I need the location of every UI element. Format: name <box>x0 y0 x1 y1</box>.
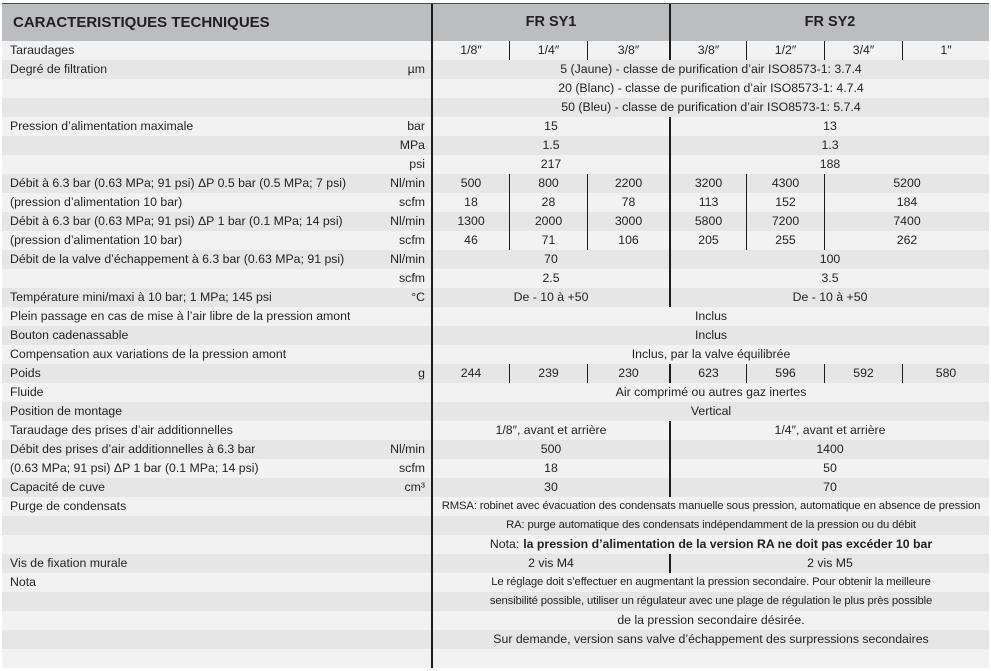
cell-value: 184 <box>824 193 989 212</box>
table-row <box>2 478 989 497</box>
cell-value: 7400 <box>824 212 989 231</box>
cell-value-sy1: 500 <box>540 442 562 457</box>
cell-value-sy1: 1/8″, avant et arrière <box>495 423 607 438</box>
row-unit: µm <box>407 62 425 77</box>
row-label-cell <box>2 592 433 611</box>
cell-value-sy1: 70 <box>544 252 558 267</box>
row-label-cell <box>2 497 433 516</box>
table-row <box>2 307 989 326</box>
table-row <box>2 440 989 459</box>
cell-value-sy2: De - 10 à +50 <box>669 288 989 307</box>
row-unit: Nl/min <box>390 176 425 191</box>
cell-value: RMSA: robinet avec évacuation des condensats manuelle sous pression, automatique en absence de pression <box>441 499 981 512</box>
row-label: Poids <box>10 367 41 380</box>
row-label-cell <box>2 611 433 630</box>
row-label: Débit à 6.3 bar (0.63 MPa; 91 psi) ΔP 0.5 bar (0.5 MPa; 7 psi) <box>10 177 347 190</box>
row-unit: scfm <box>399 233 425 248</box>
table-row <box>2 117 989 136</box>
row-label-cell <box>2 269 433 288</box>
table-row <box>2 60 989 79</box>
row-label: Température mini/maxi à 10 bar; 1 MPa; 145 psi <box>10 291 272 304</box>
row-unit: Nl/min <box>390 442 425 457</box>
row-label: Taraudage des prises d’air additionnelles <box>10 424 233 437</box>
row-unit: scfm <box>399 461 425 476</box>
row-label: Débit à 6.3 bar (0.63 MPa; 91 psi) ΔP 1 bar (0.1 MPa; 14 psi) <box>10 215 343 228</box>
row-label-cell <box>2 174 433 193</box>
cell-value: 623 <box>669 364 746 383</box>
row-label: Pression d’alimentation maximale <box>10 120 194 133</box>
cell-value: 5200 <box>824 174 989 193</box>
cell-value: 255 <box>746 231 824 250</box>
table-row <box>2 174 989 193</box>
row-label-cell <box>2 41 433 60</box>
row-label-cell <box>2 193 433 212</box>
table-row <box>2 459 989 478</box>
row-label-cell <box>2 250 433 269</box>
table-row <box>2 41 989 60</box>
table-row <box>2 516 989 535</box>
row-label: Débit des prises d’air additionnelles à 6.3 bar <box>10 443 256 456</box>
cell-value-sy2: 188 <box>669 155 989 174</box>
row-unit: cm³ <box>404 480 425 495</box>
cell-value: Inclus <box>694 328 728 343</box>
cell-value-sy2: 100 <box>669 250 989 269</box>
table-row <box>2 193 989 212</box>
row-unit: g <box>418 366 425 381</box>
cell-value: 20 (Blanc) - classe de purification d’air ISO8573-1: 4.7.4 <box>558 81 864 96</box>
row-unit: Nl/min <box>390 252 425 267</box>
cell-value: 230 <box>587 364 669 383</box>
cell-value-sy2: 3.5 <box>669 269 989 288</box>
cell-value: 800 <box>509 174 587 193</box>
table-row <box>2 611 989 630</box>
row-unit: scfm <box>399 195 425 210</box>
table-row <box>2 269 989 288</box>
table-row <box>2 535 989 554</box>
row-label-cell <box>2 212 433 231</box>
cell-value-sy1: 15 <box>544 119 558 134</box>
cell-value: 7200 <box>746 212 824 231</box>
row-label: Purge de condensats <box>10 500 127 513</box>
row-label-cell <box>2 307 433 326</box>
cell-value: 1300 <box>457 214 485 229</box>
table-row <box>2 231 989 250</box>
spec-table <box>2 3 989 668</box>
cell-value: 580 <box>902 364 989 383</box>
row-label-cell <box>2 79 433 98</box>
product-header-fr-sy1: FR SY1 <box>525 14 577 31</box>
row-label-cell <box>2 98 433 117</box>
cell-value: 3/8″ <box>587 41 669 60</box>
cell-value: 4300 <box>746 174 824 193</box>
row-label: Fluide <box>10 386 44 399</box>
row-unit: Nl/min <box>390 214 425 229</box>
row-label-cell <box>2 421 433 440</box>
cell-value: 1/8″ <box>460 43 482 58</box>
table-row <box>2 345 989 364</box>
row-label-cell <box>2 326 433 345</box>
row-label-cell <box>2 649 433 668</box>
cell-value: sensibilité possible, utiliser un régulateur avec une plage de régulation le plus près possible <box>489 594 933 607</box>
note-bold-text: la pression d’alimentation de la version RA ne doit pas excéder 10 bar <box>523 537 933 552</box>
note-prefix: Nota: <box>489 537 520 552</box>
cell-value: 3000 <box>587 212 669 231</box>
table-row <box>2 326 989 345</box>
cell-value: RA: purge automatique des condensats indépendamment de la pression ou du débit <box>506 518 916 531</box>
cell-value-sy1: 2 vis M4 <box>528 556 574 571</box>
table-row <box>2 136 989 155</box>
cell-value: 50 (Bleu) - classe de purification d’air ISO8573-1: 5.7.4 <box>561 100 861 115</box>
cell-value: 592 <box>824 364 902 383</box>
cell-value: 28 <box>509 193 587 212</box>
row-label-cell <box>2 402 433 421</box>
row-label-cell <box>2 535 433 554</box>
table-row <box>2 421 989 440</box>
table-row <box>2 573 989 592</box>
cell-value: 3200 <box>669 174 746 193</box>
row-label: Position de montage <box>10 405 123 418</box>
table-row <box>2 98 989 117</box>
cell-value: 2200 <box>587 174 669 193</box>
row-unit: °C <box>411 290 425 305</box>
cell-value <box>433 649 989 668</box>
cell-value: Vertical <box>690 404 732 419</box>
cell-value: 71 <box>509 231 587 250</box>
table-row <box>2 288 989 307</box>
cell-value-sy2: 2 vis M5 <box>669 554 989 573</box>
cell-value-sy2: 13 <box>669 117 989 136</box>
cell-value: 46 <box>464 233 478 248</box>
cell-value-sy1: 2.5 <box>542 271 560 286</box>
cell-value: 205 <box>669 231 746 250</box>
cell-value-sy1: De - 10 à +50 <box>513 290 589 305</box>
row-label: Taraudages <box>10 44 75 57</box>
row-label: Plein passage en cas de mise à l’air libre de la pression amont <box>10 310 351 323</box>
cell-value: 500 <box>460 176 482 191</box>
row-label: (pression d’alimentation 10 bar) <box>10 196 183 209</box>
table-row <box>2 497 989 516</box>
row-label: Degré de filtration <box>10 63 108 76</box>
cell-value: 3/4″ <box>824 41 902 60</box>
row-label-cell <box>2 630 433 649</box>
row-label-cell <box>2 440 433 459</box>
cell-value-sy1: 1.5 <box>542 138 560 153</box>
row-unit: psi <box>409 157 425 172</box>
row-label-cell <box>2 288 433 307</box>
cell-value: 244 <box>460 366 482 381</box>
row-label-cell <box>2 459 433 478</box>
row-label: Vis de fixation murale <box>10 557 128 570</box>
cell-value: 239 <box>509 364 587 383</box>
cell-value: Air comprimé ou autres gaz inertes <box>615 385 807 400</box>
cell-value-sy1: 217 <box>540 157 562 172</box>
table-row <box>2 554 989 573</box>
row-label: Nota <box>10 576 36 589</box>
row-label-cell <box>2 478 433 497</box>
row-label-cell <box>2 117 433 136</box>
row-label: Bouton cadenassable <box>10 329 129 342</box>
cell-value-sy1: 30 <box>544 480 558 495</box>
row-label-cell <box>2 554 433 573</box>
cell-value: 18 <box>464 195 478 210</box>
table-row <box>2 649 989 668</box>
row-label-cell <box>2 345 433 364</box>
cell-value-sy2: 70 <box>669 478 989 497</box>
cell-value: de la pression secondaire désirée. <box>617 613 805 628</box>
cell-value <box>433 535 989 554</box>
cell-value-sy2: 50 <box>669 459 989 478</box>
header-row <box>2 4 989 41</box>
table-row <box>2 364 989 383</box>
cell-value: 152 <box>746 193 824 212</box>
table-row <box>2 592 989 611</box>
row-label-cell <box>2 155 433 174</box>
cell-value-sy2: 1.3 <box>669 136 989 155</box>
row-unit: scfm <box>399 271 425 286</box>
row-label: (0.63 MPa; 91 psi) ΔP 1 bar (0.1 MPa; 14 psi) <box>10 462 259 475</box>
product-header-fr-sy2: FR SY2 <box>669 4 989 41</box>
table-row <box>2 155 989 174</box>
table-row <box>2 212 989 231</box>
cell-value: 1/4″ <box>509 41 587 60</box>
cell-value: 1″ <box>902 41 989 60</box>
row-label-cell <box>2 364 433 383</box>
row-label-cell <box>2 573 433 592</box>
cell-value: Inclus, par la valve équilibrée <box>631 347 791 362</box>
cell-value: 596 <box>746 364 824 383</box>
table-row <box>2 630 989 649</box>
cell-value-sy2: 1/4″, avant et arrière <box>669 421 989 440</box>
row-label-cell <box>2 383 433 402</box>
table-row <box>2 250 989 269</box>
cell-value: 113 <box>669 193 746 212</box>
row-label: Compensation aux variations de la pression amont <box>10 348 287 361</box>
table-row <box>2 402 989 421</box>
row-label-cell <box>2 136 433 155</box>
cell-value: 5800 <box>669 212 746 231</box>
row-label-cell <box>2 231 433 250</box>
cell-value: 78 <box>587 193 669 212</box>
cell-value: Le réglage doit s’effectuer en augmentant la pression secondaire. Pour obtenir la meilleure <box>491 575 931 588</box>
cell-value: 106 <box>587 231 669 250</box>
row-unit: MPa <box>399 138 425 153</box>
cell-value: Sur demande, version sans valve d’échappement des surpressions secondaires <box>493 632 929 647</box>
cell-value: 2000 <box>509 212 587 231</box>
cell-value: 3/8″ <box>669 41 746 60</box>
table-row <box>2 383 989 402</box>
page-title: CARACTERISTIQUES TECHNIQUES <box>2 4 433 41</box>
row-label: Débit de la valve d’échappement à 6.3 bar (0.63 MPa; 91 psi) <box>10 253 345 266</box>
row-label: (pression d’alimentation 10 bar) <box>10 234 183 247</box>
row-unit: bar <box>407 119 425 134</box>
row-label-cell <box>2 60 433 79</box>
row-label: Capacité de cuve <box>10 481 106 494</box>
cell-value: 262 <box>824 231 989 250</box>
table-row <box>2 79 989 98</box>
row-label-cell <box>2 516 433 535</box>
cell-value-sy2: 1400 <box>669 440 989 459</box>
cell-value: 5 (Jaune) - classe de purification d’air ISO8573-1: 3.7.4 <box>560 62 862 77</box>
cell-value: Inclus <box>694 309 728 324</box>
cell-value: 1/2″ <box>746 41 824 60</box>
cell-value-sy1: 18 <box>544 461 558 476</box>
